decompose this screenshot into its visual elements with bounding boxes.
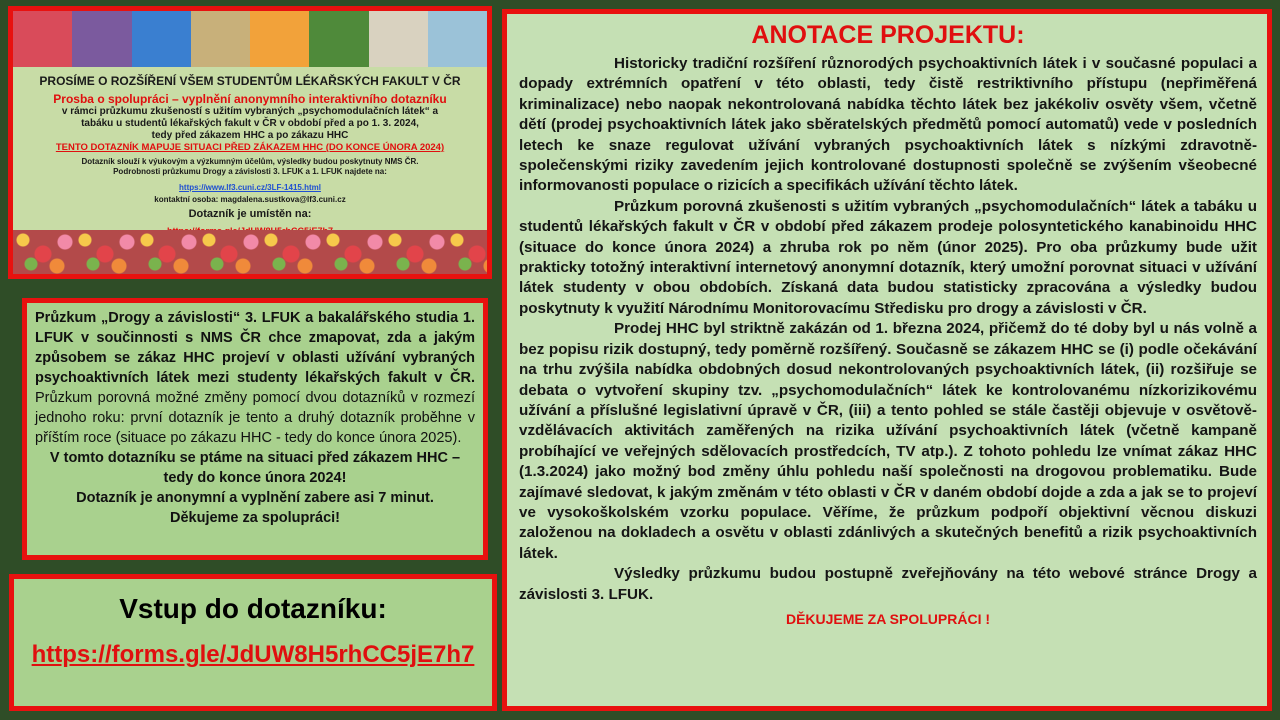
survey-form-link[interactable]: https://forms.gle/JdUW8H5rhCC5jE7h7	[31, 641, 475, 668]
survey-intro-regular: Průzkum porovná možné změny pomocí dvou dotazníků v rozmezí jednoho roku: první dotazník je tento a druhý dotazník proběhne v příštím roce (situace po zákazu HHC - tedy do konce února 2025).	[35, 390, 475, 446]
annotation-paragraph-1: Historicky tradiční rozšíření různorodých psychoaktivních látek i v současné populaci a dopady extrémních opatření v této oblasti, tedy čistě restriktivního přístupu (nepřiměřená kriminalizace) nebo naopak nekontrolovaná nabídka těchto látek bez jakékoliv osvěty všem, včetně dětí (prodej psychoaktivních látek jako sběratelských předmětů pomocí automatů) vede v posledních letech ke snaze regulovat užívání vybraných psychoaktivních látek s nízkými zdravotně-společenskými riziky zavedením jejich kontrolované dostupnosti společně se zvýšením všeobecné informovanosti populace o rizicích a specifikách užívání těchto látek.	[519, 55, 1257, 195]
annotation-paragraph-2: Průzkum porovná zkušenosti s užitím vybraných „psychomodulačních“ látek a tabáku u studentů lékařských fakult v ČR v období před zákazem prodeje polosyntetického kanabinoidu HHC (situace do konce února 2024) a zhruba rok po něm (únor 2025). Pro oba průzkumy bude užit prakticky totožný interaktivní internetový anonymní dotazník, který umožní porovnat situaci v užívání látek studenty v obou obdobích. Získaná data budou statisticky zpracována a výsledky budou poskytnuty k využití Národnímu Monitorovacímu Středisku pro drogy a závislosti v ČR.	[519, 197, 1257, 317]
flowers-photo-strip	[13, 230, 487, 274]
poster-warning: TENTO DOTAZNÍK MAPUJE SITUACI PŘED ZÁKAZEM HHC (DO KONCE ÚNORA 2024)	[55, 142, 445, 153]
survey-intro-bold: Průzkum „Drogy a závislosti“ 3. LFUK a bakalářského studia 1. LFUK v součinnosti s NMS ČR chce zmapovat, zda a jakým způsobem se zákaz HHC projeví v oblasti užívání vybraných psychoaktivních látek mezi studenty lékařských fakult v ČR.	[35, 310, 475, 386]
poster-line-2: tabáku u studentů lékařských fakult v ČR v období před a po 1. 3. 2024,	[81, 118, 419, 129]
entry-title: Vstup do dotazníku:	[119, 593, 387, 624]
poster-heading: PROSÍME O ROZŠÍŘENÍ VŠEM STUDENTŮM LÉKAŘSKÝCH FAKULT V ČR	[39, 74, 461, 88]
poster-info-1: Dotazník slouží k výukovým a výzkumným účelům, výsledky budou poskytnuty NMS ČR.	[81, 157, 419, 166]
project-annotation	[502, 9, 1272, 711]
annotation-paragraph-4: Výsledky průzkumu budou postupně zveřejňovány na této webové stránce Drogy a závislosti 3. LFUK.	[519, 565, 1257, 603]
survey-anonymity-note: Dotazník je anonymní a vyplnění zabere asi 7 minut.	[76, 490, 434, 506]
poster-contact: kontaktní osoba: magdalena.sustkova@lf3.cuni.cz	[154, 195, 346, 204]
survey-entry-box	[9, 574, 497, 711]
poster-line-3: tedy před zákazem HHC a po zákazu HHC	[151, 130, 349, 141]
survey-thanks: Děkujeme za spolupráci!	[169, 510, 341, 526]
poster-line-1: v rámci průzkumu zkušeností s užitím vybraných „psychomodulačních látek“ a	[61, 106, 439, 117]
survey-before-ban-note: V tomto dotazníku se ptáme na situaci před zákazem HHC – tedy do konce února 2024!	[49, 450, 461, 486]
survey-intro	[35, 308, 475, 448]
annotation-paragraph-3: Prodej HHC byl striktně zakázán od 1. března 2024, přičemž do té doby byl u nás volně a bez popisu rizik dostupný, tedy poměrně rozšířený. Současně se zákazem HHC se (i) podle očekávání na trhu zvýšila nabídka obdobných dosud nekontrolovaných psychoaktivních látek, (ii) rozšiřuje se debata o vytvoření skupiny tzv. „psychomodulačních“ látek ke kontrolovanému nízkorizikovému užívání a příslušné legislativní úpravě v ČR, (iii) a tento pohled se stále častěji objevuje v osvětově-vzdělávacích aktivitách zaměřených na rizika užívání psychoaktivních látek (včetně kampaně probíhající ve veřejných sdělovacích prostředcích, TV atp.). Z tohoto pohledu lze vnímat zákaz HHC (1.3.2024) jako možný bod změny úhlu pohledu naší společnosti na drogovou problematiku. Bude zajímavé sledovat, k jakým změnám v této oblasti v ČR v daném období dojde a zda a jak se to projeví ve vysokoškolském vzorku populace. Věříme, že průzkum podpoří objektivní věcnou diskuzi založenou na dokladech a osvětu v oblasti zdánlivých a skutečných benefitů a rizik psychoaktivních látek.	[519, 320, 1257, 562]
annotation-thanks: DĚKUJEME ZA SPOLUPRÁCI !	[785, 610, 991, 627]
poster-details-link[interactable]: https://www.lf3.cuni.cz/3LF-1415.html	[179, 183, 321, 192]
poster-info-2: Podrobnosti průzkumu Drogy a závislosti 3. LFUK a 1. LFUK najdete na:	[113, 167, 387, 176]
poster-location-label: Dotazník je umístěn na:	[188, 208, 312, 220]
survey-poster	[8, 6, 492, 279]
substances-photo-strip	[13, 11, 487, 67]
survey-info-box	[22, 298, 488, 560]
annotation-title: ANOTACE PROJEKTU:	[751, 21, 1025, 49]
poster-request: Prosba o spolupráci – vyplnění anonymního interaktivního dotazníku	[53, 92, 447, 106]
